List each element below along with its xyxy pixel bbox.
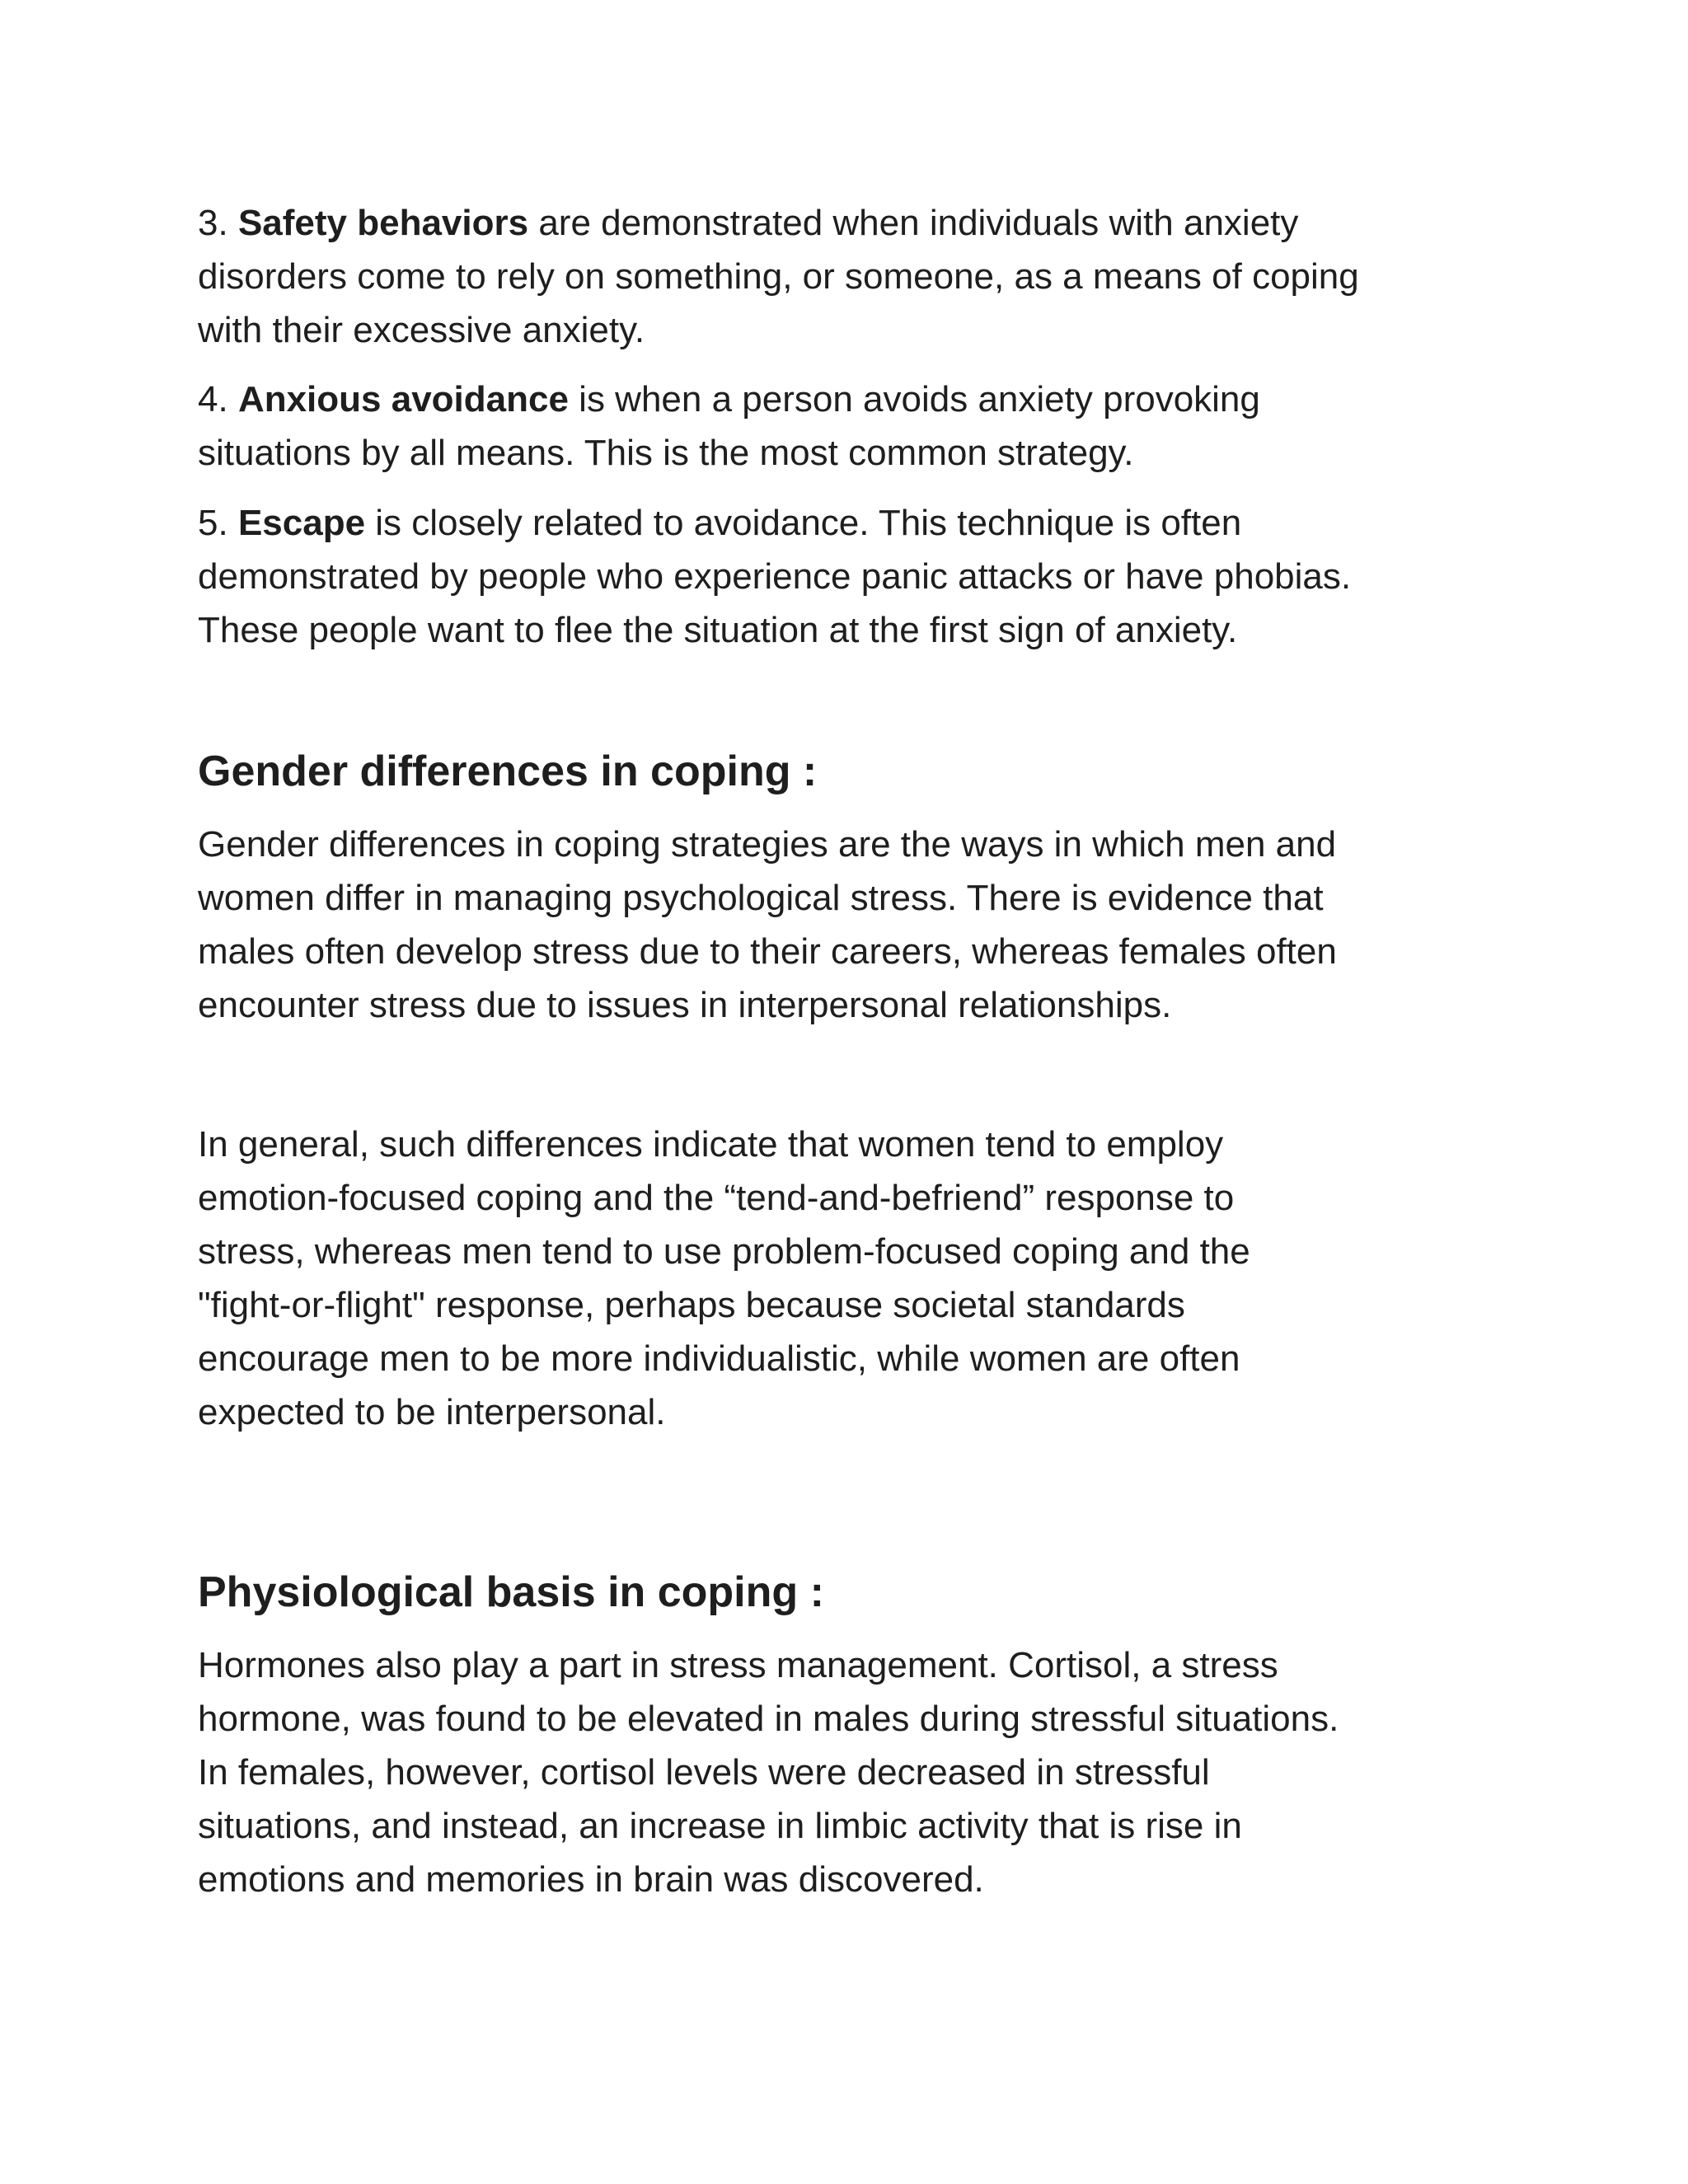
- paragraph-line: expected to be interpersonal.: [198, 1392, 666, 1432]
- item-text: demonstrated by people who experience panic attacks or have phobias.: [198, 556, 1352, 597]
- section-heading-physiological: Physiological basis in coping :: [198, 1568, 824, 1616]
- gender-paragraph-1: [198, 818, 1533, 1032]
- paragraph-line: encourage men to be more individualistic, while women are often: [198, 1338, 1240, 1379]
- paragraph-line: hormone, was found to be elevated in males during stressful situations.: [198, 1699, 1339, 1739]
- list-item-line: [198, 373, 1533, 426]
- paragraph-line: In females, however, cortisol levels were decreased in stressful: [198, 1752, 1210, 1793]
- paragraph-line: emotions and memories in brain was discovered.: [198, 1859, 984, 1900]
- item-text: is closely related to avoidance. This technique is often: [365, 503, 1242, 543]
- item-number: 3.: [198, 203, 228, 243]
- item-text: situations by all means. This is the most common strategy.: [198, 433, 1134, 473]
- item-text: with their excessive anxiety.: [198, 310, 645, 350]
- paragraph-line: stress, whereas men tend to use problem-focused coping and the: [198, 1231, 1250, 1272]
- paragraph-line: males often develop stress due to their careers, whereas females often: [198, 931, 1337, 972]
- list-item-escape: [198, 496, 1533, 657]
- list-item-line: [198, 196, 1533, 250]
- item-text: are demonstrated when individuals with anxiety: [528, 203, 1299, 243]
- item-term: Escape: [237, 503, 366, 543]
- item-text: is when a person avoids anxiety provoking: [568, 379, 1260, 419]
- item-term: Anxious avoidance: [237, 379, 569, 419]
- item-text: These people want to flee the situation at the first sign of anxiety.: [198, 610, 1238, 650]
- item-number: 4.: [198, 379, 228, 419]
- paragraph-line: Hormones also play a part in stress management. Cortisol, a stress: [198, 1645, 1278, 1685]
- paragraph-line: emotion-focused coping and the “tend-and-befriend” response to: [198, 1178, 1235, 1218]
- list-item-safety-behaviors: [198, 196, 1533, 357]
- paragraph-line: situations, and instead, an increase in limbic activity that is rise in: [198, 1806, 1242, 1846]
- list-item-anxious-avoidance: [198, 373, 1533, 480]
- gender-paragraph-2: [198, 1118, 1533, 1439]
- paragraph-line: women differ in managing psychological stress. There is evidence that: [198, 878, 1324, 918]
- section-heading-gender: Gender differences in coping :: [198, 748, 818, 795]
- paragraph-line: "fight-or-flight" response, perhaps because societal standards: [198, 1285, 1185, 1325]
- list-item-line: [198, 496, 1533, 550]
- item-number: 5.: [198, 503, 228, 543]
- paragraph-line: In general, such differences indicate that women tend to employ: [198, 1124, 1224, 1165]
- item-text: disorders come to rely on something, or someone, as a means of coping: [198, 256, 1359, 297]
- paragraph-line: encounter stress due to issues in interpersonal relationships.: [198, 985, 1172, 1025]
- item-term: Safety behaviors: [237, 203, 529, 243]
- paragraph-line: Gender differences in coping strategies are the ways in which men and: [198, 824, 1337, 865]
- physiological-paragraph: [198, 1638, 1533, 1906]
